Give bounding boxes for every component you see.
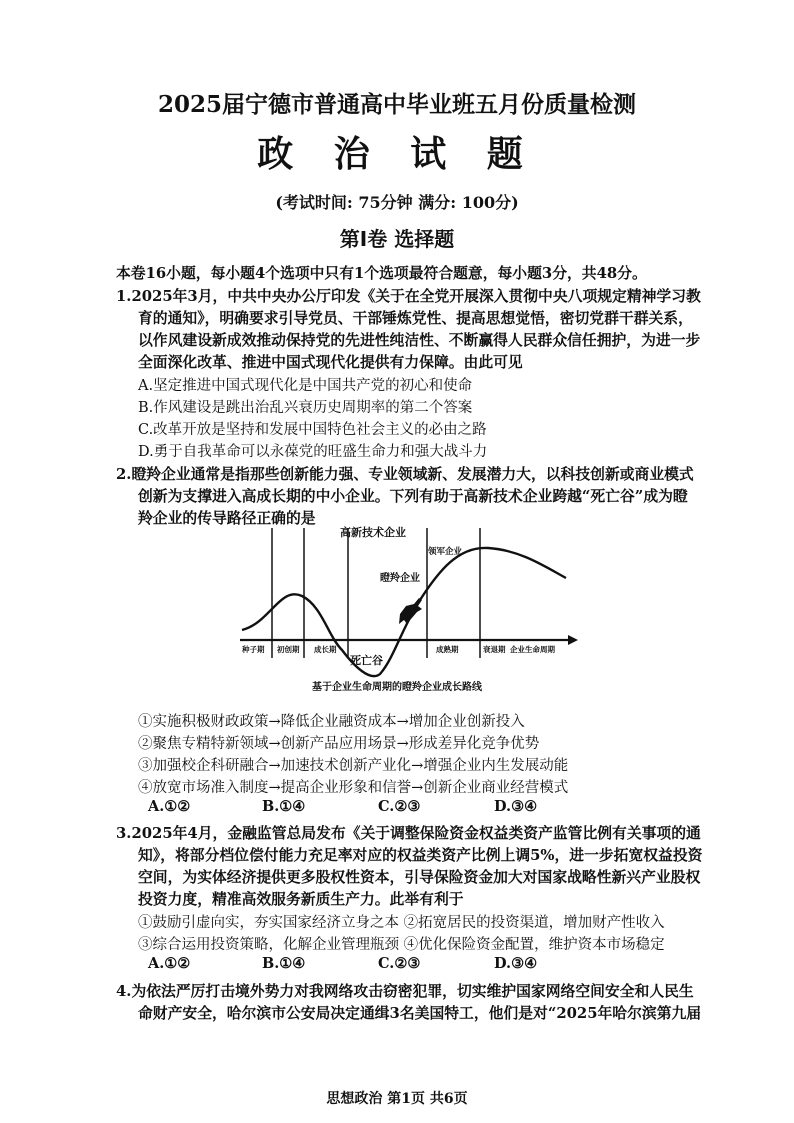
- q3-stem-line: 3.2025年4月，金融监管总局发布《关于调整保险资金权益类资产监管比例有关事项的通: [116, 825, 701, 842]
- q1-stem-line: 育的通知》，明确要求引导党员、干部锤炼党性、提高思想觉悟，密切党群干群关系，: [138, 310, 693, 327]
- label-leader: 领军企业: [428, 547, 463, 557]
- q2-stem-line: 创新为支撑进入高成长期的中小企业。下列有助于高新技术企业跨越“死亡谷”成为瞪: [138, 488, 688, 505]
- q2-stem-line: 2.瞪羚企业通常是指那些创新能力强、专业领域新、发展潜力大，以科技创新或商业模式: [116, 466, 694, 483]
- exam-title: 2025届宁德市普通高中毕业班五月份质量检测: [157, 91, 636, 118]
- q2-item-2: ②聚焦专精特新领域→创新产品应用场景→形成差异化竞争优势: [138, 736, 540, 752]
- q2-choice-d: D.③④: [494, 798, 538, 815]
- q2-choice-a: A.①②: [148, 798, 191, 815]
- part-title: 第Ⅰ卷 选择题: [339, 227, 455, 251]
- q3-items-line: ①鼓励引虚向实，夯实国家经济立身之本 ②拓宽居民的投资渠道，增加财产性收入: [138, 915, 665, 931]
- q2-item-1: ①实施积极财政政策→降低企业融资成本→增加企业创新投入: [138, 714, 525, 730]
- q2-stem-line: 羚企业的传导路径正确的是: [138, 510, 316, 527]
- q3-stem-line: 投资力度，精准高效服务新质生产力。此举有利于: [138, 891, 464, 908]
- figure-caption: 基于企业生命周期的瞪羚企业成长路线: [312, 682, 482, 693]
- stage-decline: 衰退期: [483, 645, 506, 654]
- q3-choice-b: B.①④: [262, 955, 306, 972]
- q4-stem-line: 4.为依法严厉打击境外势力对我网络攻击窃密犯罪，切实维护国家网络空间安全和人民生: [116, 983, 694, 1000]
- q1-stem-line: 1.2025年3月，中共中央办公厅印发《关于在全党开展深入贯彻中央八项规定精神学习教: [116, 288, 701, 305]
- q4-stem-line: 命财产安全，哈尔滨市公安局决定通缉3名美国特工，他们是对“2025年哈尔滨第九届: [138, 1005, 702, 1022]
- label-high-tech: 高新技术企业: [340, 526, 406, 539]
- stage-lifecycle: 企业生命周期: [510, 645, 555, 654]
- q3-items-line: ③综合运用投资策略，化解企业管理瓶颈 ④优化保险资金配置，维护资本市场稳定: [138, 937, 665, 953]
- stage-startup: 初创期: [277, 645, 300, 654]
- exam-info: (考试时间: 75分钟 满分: 100分): [275, 193, 519, 212]
- q3-stem-line: 知》，将部分档位偿付能力充足率对应的权益类资产比例上调5%，进一步拓宽权益投资: [138, 847, 703, 864]
- axis-arrow: [568, 635, 578, 645]
- subject-title: 政 治 试 题: [257, 134, 537, 175]
- gazelle-icon: [399, 598, 422, 624]
- stage-seed: 种子期: [242, 645, 265, 654]
- q1-option-d: D.勇于自我革命可以永葆党的旺盛生命力和强大战斗力: [138, 444, 488, 460]
- stage-growth: 成长期: [314, 645, 337, 654]
- instructions: 本卷16小题，每小题4个选项中只有1个选项最符合题意，每小题3分，共48分。: [116, 265, 647, 282]
- label-death-valley: 死亡谷: [350, 654, 383, 667]
- label-gazelle: 瞪羚企业: [380, 573, 420, 584]
- q3-choice-c: C.②③: [378, 955, 421, 972]
- q1-stem-line: 全面深化改革、推进中国式现代化提供有力保障。由此可见: [138, 354, 523, 371]
- q3-choice-d: D.③④: [494, 955, 538, 972]
- q2-choice-b: B.①④: [262, 798, 306, 815]
- q1-option-a: A.坚定推进中国式现代化是中国共产党的初心和使命: [138, 378, 473, 394]
- q3-stem-line: 空间，为实体经济提供更多股权性资本，引导保险资金加大对国家战略性新兴产业股权: [138, 869, 701, 886]
- q2-item-4: ④放宽市场准入制度→提高企业形象和信誉→创新企业商业经营模式: [138, 780, 569, 796]
- q1-stem-line: 以作风建设新成效推动保持党的先进性纯洁性、不断赢得人民群众信任拥护，为进一步: [138, 332, 701, 349]
- q3-choice-a: A.①②: [148, 955, 191, 972]
- q2-item-3: ③加强校企科研融合→加速技术创新产业化→增强企业内生发展动能: [138, 758, 569, 774]
- stage-mature: 成熟期: [436, 645, 459, 654]
- q1-option-c: C.改革开放是坚持和发展中国特色社会主义的必由之路: [138, 422, 487, 438]
- enterprise-lifecycle-figure: [230, 518, 590, 700]
- q2-choice-c: C.②③: [378, 798, 421, 815]
- page-footer: 思想政治 第1页 共6页: [326, 1091, 468, 1107]
- q1-option-b: B.作风建设是跳出治乱兴衰历史周期率的第二个答案: [138, 400, 473, 416]
